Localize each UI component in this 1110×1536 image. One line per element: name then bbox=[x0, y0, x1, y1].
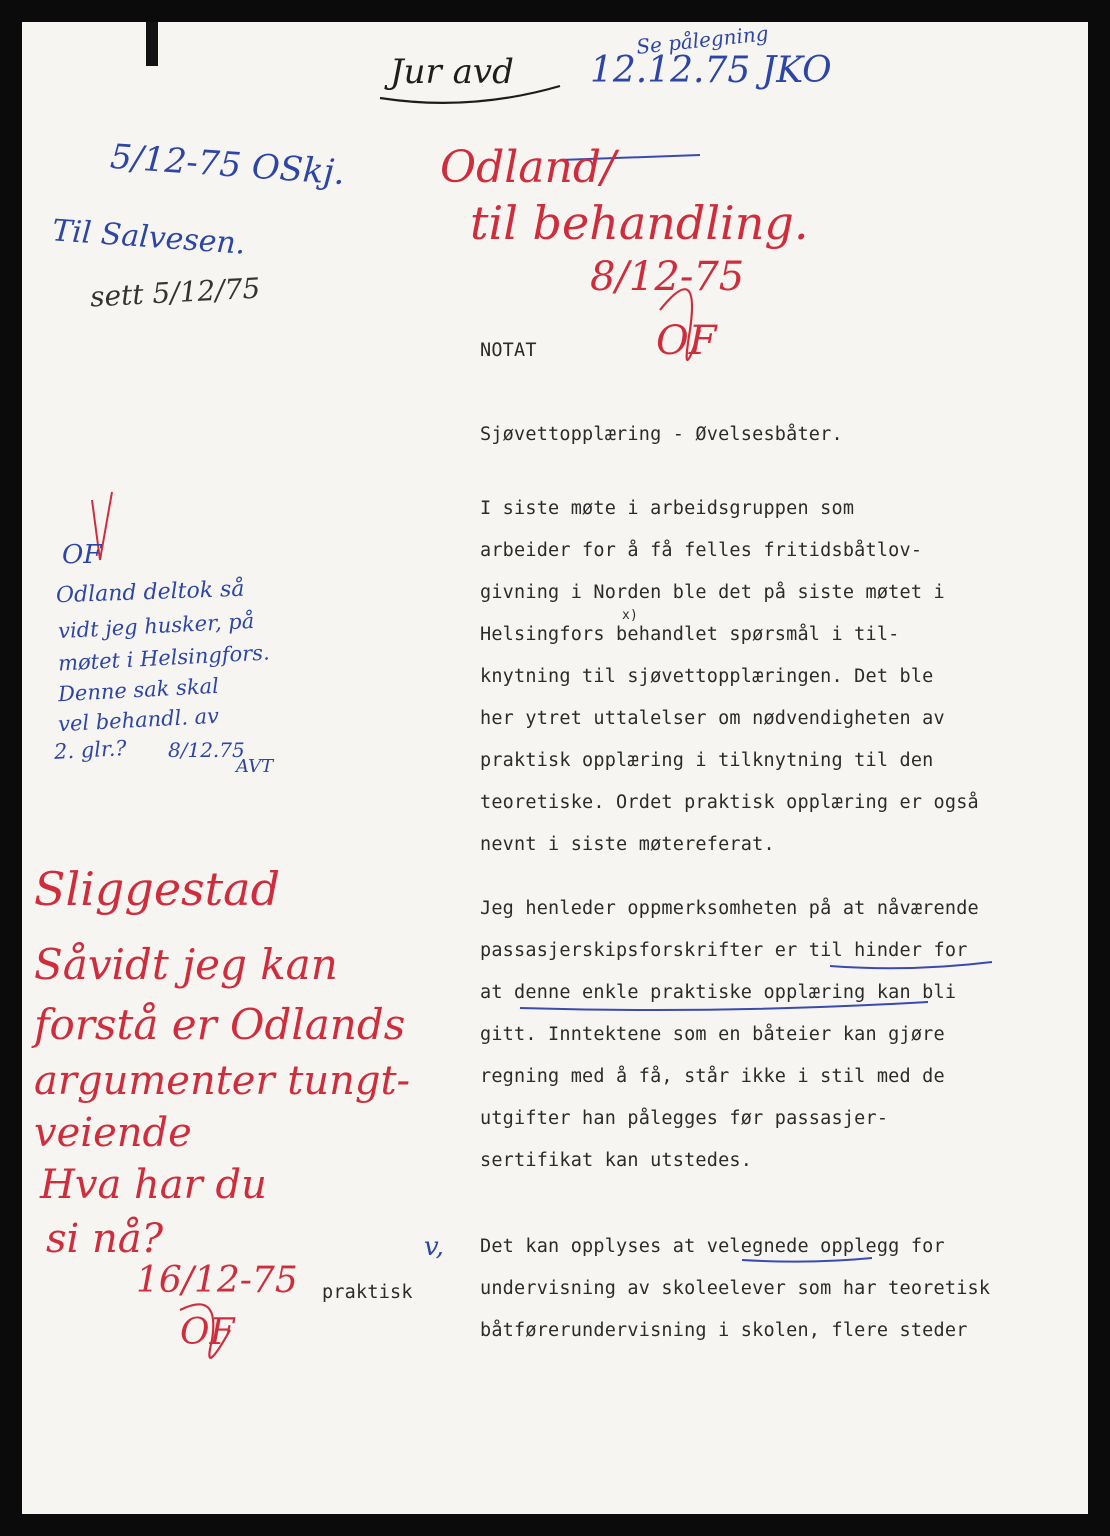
para1-line: nevnt i siste møtereferat. bbox=[480, 834, 775, 855]
handwritten-assign: Til Salvesen. bbox=[51, 213, 247, 262]
para1-line: givning i Norden ble det på siste møtet i bbox=[480, 582, 945, 603]
handwritten-comment-line: Såvidt jeg kan bbox=[34, 940, 338, 989]
para1-line: praktisk opplæring i tilknytning til den bbox=[480, 750, 934, 771]
para1-line: knytning til sjøvettopplæringen. Det ble bbox=[480, 666, 934, 687]
para2-line: gitt. Inntektene som en båteier kan gjøre bbox=[480, 1024, 945, 1045]
handwritten-note-line: Odland deltok så bbox=[55, 576, 245, 609]
handwritten-odland: Odland/ bbox=[440, 142, 616, 193]
handwritten-behandling: til behandling. bbox=[470, 196, 809, 250]
margin-checkmark: v, bbox=[424, 1232, 444, 1262]
handwritten-note-line: vel behandl. av bbox=[57, 703, 220, 737]
handwritten-note-line: vidt jeg husker, på bbox=[57, 608, 255, 644]
para3-line: båtførerundervisning i skolen, flere steder bbox=[480, 1320, 968, 1341]
handwritten-initials-blue: OF bbox=[62, 540, 102, 570]
para3-line: undervisning av skoleelever som har teoretisk bbox=[480, 1278, 991, 1299]
para2-line: at denne enkle praktiske opplæring kan bli bbox=[480, 982, 957, 1003]
handwritten-date-blue: 8/12.75 bbox=[168, 738, 245, 762]
handwritten-date-red-bottom: 16/12-75 bbox=[136, 1260, 298, 1301]
handwritten-initials-red: OF bbox=[656, 318, 717, 364]
para1-line: teoretiske. Ordet praktisk opplæring er også bbox=[480, 792, 979, 813]
handwritten-comment-line: forstå er Odlands bbox=[34, 1000, 406, 1049]
handwritten-note-small: Se pålegning bbox=[635, 21, 770, 59]
para2-line: regning med å få, står ikke i stil med de bbox=[480, 1066, 945, 1087]
margin-word: praktisk bbox=[322, 1282, 413, 1303]
handwritten-dept: Jur avd bbox=[390, 52, 514, 92]
handwritten-comment-line: Hva har du bbox=[40, 1162, 267, 1208]
para1-line: I siste møte i arbeidsgruppen som bbox=[480, 498, 855, 519]
handwritten-comment-line: argumenter tungt- bbox=[34, 1058, 411, 1104]
para2-line: utgifter han pålegges før passasjer- bbox=[480, 1108, 889, 1129]
handwritten-sign-blue: AVT bbox=[236, 756, 274, 777]
handwritten-date-top: 12.12.75 JKO bbox=[590, 50, 832, 91]
para1-line: arbeider for å få felles fritidsbåtlov- bbox=[480, 540, 923, 561]
handwritten-note-line: møtet i Helsingfors. bbox=[57, 640, 271, 676]
para1-line: Helsingfors behandlet spørsmål i til- bbox=[480, 624, 900, 645]
para1-line: her ytret uttalelser om nødvendigheten av bbox=[480, 708, 945, 729]
handwritten-note-line: 2. glr.? bbox=[53, 736, 128, 764]
footnote-mark: x) bbox=[622, 608, 639, 623]
handwritten-date-left: 5/12-75 OSkj. bbox=[108, 136, 347, 194]
handwritten-seen: sett 5/12/75 bbox=[89, 271, 262, 314]
handwritten-note-line: Denne sak skal bbox=[57, 673, 220, 707]
handwritten-date-red: 8/12-75 bbox=[590, 254, 745, 300]
subject-line: Sjøvettopplæring - Øvelsesbåter. bbox=[480, 424, 843, 445]
para2-line: Jeg henleder oppmerksomheten på at nåværende bbox=[480, 898, 979, 919]
para3-line: Det kan opplyses at velegnede opplegg for bbox=[480, 1236, 945, 1257]
handwritten-comment-line: veiende bbox=[34, 1110, 192, 1156]
para2-line: passasjerskipsforskrifter er til hinder for bbox=[480, 940, 968, 961]
para2-line: sertifikat kan utstedes. bbox=[480, 1150, 753, 1171]
handwritten-name-red: Sliggestad bbox=[34, 862, 281, 916]
handwritten-comment-line: si nå? bbox=[46, 1216, 164, 1262]
handwritten-initials-red-bottom: OF bbox=[180, 1312, 235, 1353]
notat-heading: NOTAT bbox=[480, 340, 537, 361]
